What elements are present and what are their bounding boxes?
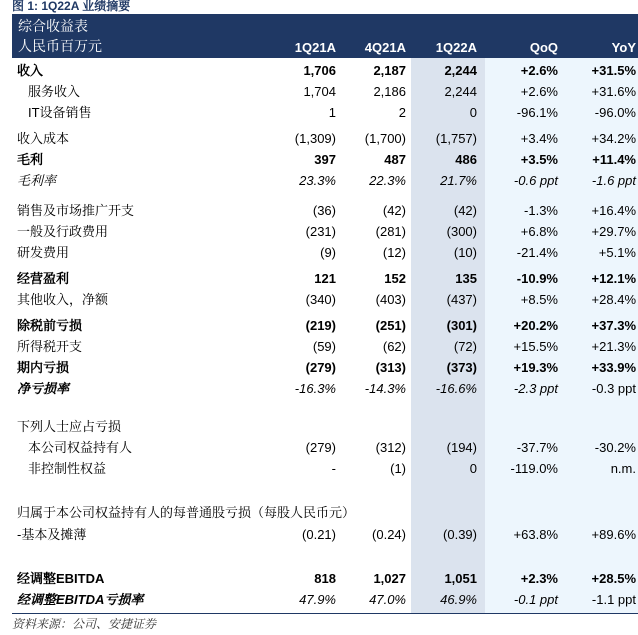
cell: -1.3% [524, 203, 558, 218]
table-title: 综合收益表 [18, 18, 88, 34]
cell: (72) [453, 339, 477, 354]
cell: -16.3% [294, 381, 336, 396]
cell: (0.21) [302, 527, 336, 542]
figure-title: 图 1: 1Q22A 业绩摘要 [12, 0, 131, 13]
cell: +3.4% [520, 131, 558, 146]
cell: +28.5% [591, 571, 636, 586]
cell: -0.6 ppt [513, 173, 558, 188]
cell: (59) [312, 339, 336, 354]
cell: +33.9% [591, 360, 636, 375]
row-label: 本公司权益持有人 [28, 440, 133, 455]
cell: -119.0% [510, 461, 558, 476]
cell: 818 [314, 571, 336, 586]
col-header-qoq: QoQ [529, 40, 558, 55]
cell: +5.1% [598, 245, 636, 260]
row-label: 销售及市场推广开支 [17, 203, 135, 218]
cell: (42) [382, 203, 406, 218]
row-label: 除税前亏损 [17, 318, 83, 333]
section-label: 下列人士应占亏损 [17, 419, 122, 434]
cell: 397 [314, 152, 336, 167]
cell: 1 [328, 105, 336, 120]
table-row [12, 242, 638, 263]
cell: (42) [453, 203, 477, 218]
cell: 47.9% [299, 592, 336, 607]
cell: +63.8% [513, 527, 558, 542]
cell: +89.6% [591, 527, 636, 542]
cell: 2,244 [444, 84, 477, 99]
cell: -0.1 ppt [513, 592, 558, 607]
cell: 135 [455, 271, 477, 286]
cell: (10) [453, 245, 477, 260]
table-row [12, 589, 638, 610]
table-row [12, 149, 638, 170]
cell: (62) [382, 339, 406, 354]
table-row [12, 170, 638, 191]
cell: -1.1 ppt [591, 592, 636, 607]
table-row [12, 315, 638, 336]
cell: 47.0% [369, 592, 406, 607]
row-label: 毛利 [17, 152, 44, 167]
table-row [12, 336, 638, 357]
cell: +15.5% [513, 339, 558, 354]
table-bottom-rule [12, 613, 638, 614]
cell: (301) [446, 318, 477, 333]
cell: +19.3% [513, 360, 558, 375]
cell: (313) [375, 360, 406, 375]
cell: (340) [305, 292, 336, 307]
col-header-1q21a: 1Q21A [294, 40, 336, 55]
cell: 2,244 [444, 63, 477, 78]
cell: (403) [375, 292, 406, 307]
cell: +2.6% [520, 84, 558, 99]
cell: +29.7% [591, 224, 636, 239]
row-label: IT设备销售 [28, 105, 92, 120]
cell: (281) [375, 224, 406, 239]
table-row [12, 357, 638, 378]
row-label: 一般及行政费用 [17, 224, 109, 239]
cell: 1,704 [303, 84, 336, 99]
table-row [12, 200, 638, 221]
cell: +34.2% [591, 131, 636, 146]
table-row [12, 289, 638, 310]
cell: -30.2% [594, 440, 636, 455]
cell: (1,757) [435, 131, 477, 146]
cell: (219) [305, 318, 336, 333]
table-row [12, 568, 638, 589]
cell: +12.1% [591, 271, 636, 286]
cell: +16.4% [591, 203, 636, 218]
cell: +6.8% [520, 224, 558, 239]
cell: (312) [375, 440, 406, 455]
cell: +31.6% [591, 84, 636, 99]
table-row [12, 437, 638, 458]
table-row [12, 128, 638, 149]
cell: +28.4% [591, 292, 636, 307]
cell: -14.3% [364, 381, 406, 396]
unit-label: 人民币百万元 [18, 38, 102, 54]
table-row [12, 416, 638, 437]
table-row [12, 502, 638, 523]
section-label: 归属于本公司权益持有人的每普通股亏损（每股人民币元） [17, 505, 356, 520]
table-row [12, 458, 638, 479]
row-label: 经营盈利 [17, 271, 70, 286]
cell: (279) [305, 360, 336, 375]
cell: +8.5% [520, 292, 558, 307]
cell: (12) [382, 245, 406, 260]
cell: +37.3% [591, 318, 636, 333]
cell: 1,051 [444, 571, 477, 586]
cell: (36) [312, 203, 336, 218]
table-row [12, 102, 638, 123]
row-label: -基本及摊薄 [17, 527, 87, 542]
cell: (1,700) [364, 131, 406, 146]
cell: +21.3% [591, 339, 636, 354]
cell: -1.6 ppt [591, 173, 636, 188]
cell: +2.3% [520, 571, 558, 586]
cell: +20.2% [513, 318, 558, 333]
cell: +2.6% [520, 63, 558, 78]
cell: -96.0% [594, 105, 636, 120]
row-label: 经调整EBITDA亏损率 [17, 592, 144, 607]
cell: (373) [446, 360, 477, 375]
cell: - [331, 461, 336, 476]
cell: (279) [305, 440, 336, 455]
cell: +31.5% [591, 63, 636, 78]
table-row [12, 524, 638, 545]
cell: 2,186 [373, 84, 406, 99]
table-header [12, 14, 638, 58]
table-row [12, 60, 638, 81]
cell: 152 [384, 271, 406, 286]
cell: 121 [314, 271, 336, 286]
row-label: 期内亏损 [17, 360, 70, 375]
cell: 2,187 [373, 63, 406, 78]
table-row [12, 378, 638, 399]
cell: n.m. [610, 461, 636, 476]
row-label: 研发费用 [17, 245, 70, 260]
cell: (251) [375, 318, 406, 333]
table-row [12, 221, 638, 242]
row-label: 非控制性权益 [28, 461, 107, 476]
cell: (437) [446, 292, 477, 307]
cell: -10.9% [516, 271, 558, 286]
cell: -37.7% [516, 440, 558, 455]
table-row [12, 268, 638, 289]
cell: (300) [446, 224, 477, 239]
row-label: 毛利率 [17, 173, 57, 188]
row-label: 经调整EBITDA [17, 571, 105, 586]
cell: -21.4% [516, 245, 558, 260]
col-header-yoy: YoY [611, 40, 636, 55]
cell: 486 [455, 152, 477, 167]
cell: 22.3% [369, 173, 406, 188]
table-row [12, 81, 638, 102]
cell: 21.7% [440, 173, 477, 188]
row-label: 收入 [17, 63, 44, 78]
row-label: 所得税开支 [17, 339, 83, 354]
row-label: 收入成本 [17, 131, 70, 146]
cell: 487 [384, 152, 406, 167]
cell: (0.24) [372, 527, 406, 542]
row-label: 服务收入 [28, 84, 81, 99]
cell: 2 [398, 105, 406, 120]
cell: 0 [469, 105, 477, 120]
row-label: 其他收入，净额 [17, 292, 109, 307]
cell: 23.3% [299, 173, 336, 188]
cell: (9) [320, 245, 336, 260]
col-header-4q21a: 4Q21A [364, 40, 406, 55]
cell: +11.4% [592, 152, 636, 167]
cell: (194) [446, 440, 477, 455]
cell: (231) [305, 224, 336, 239]
col-header-1q22a: 1Q22A [435, 40, 477, 55]
cell: 1,706 [303, 63, 336, 78]
cell: (1) [390, 461, 406, 476]
row-label: 净亏损率 [17, 381, 70, 396]
source-note: 资料来源：公司、安捷证券 [12, 617, 157, 631]
cell: (1,309) [294, 131, 336, 146]
cell: 1,027 [373, 571, 406, 586]
cell: +3.5% [520, 152, 558, 167]
cell: (0.39) [443, 527, 477, 542]
cell: -2.3 ppt [513, 381, 558, 396]
cell: -16.6% [435, 381, 477, 396]
cell: 46.9% [440, 592, 477, 607]
cell: -96.1% [516, 105, 558, 120]
cell: 0 [469, 461, 477, 476]
cell: -0.3 ppt [591, 381, 636, 396]
